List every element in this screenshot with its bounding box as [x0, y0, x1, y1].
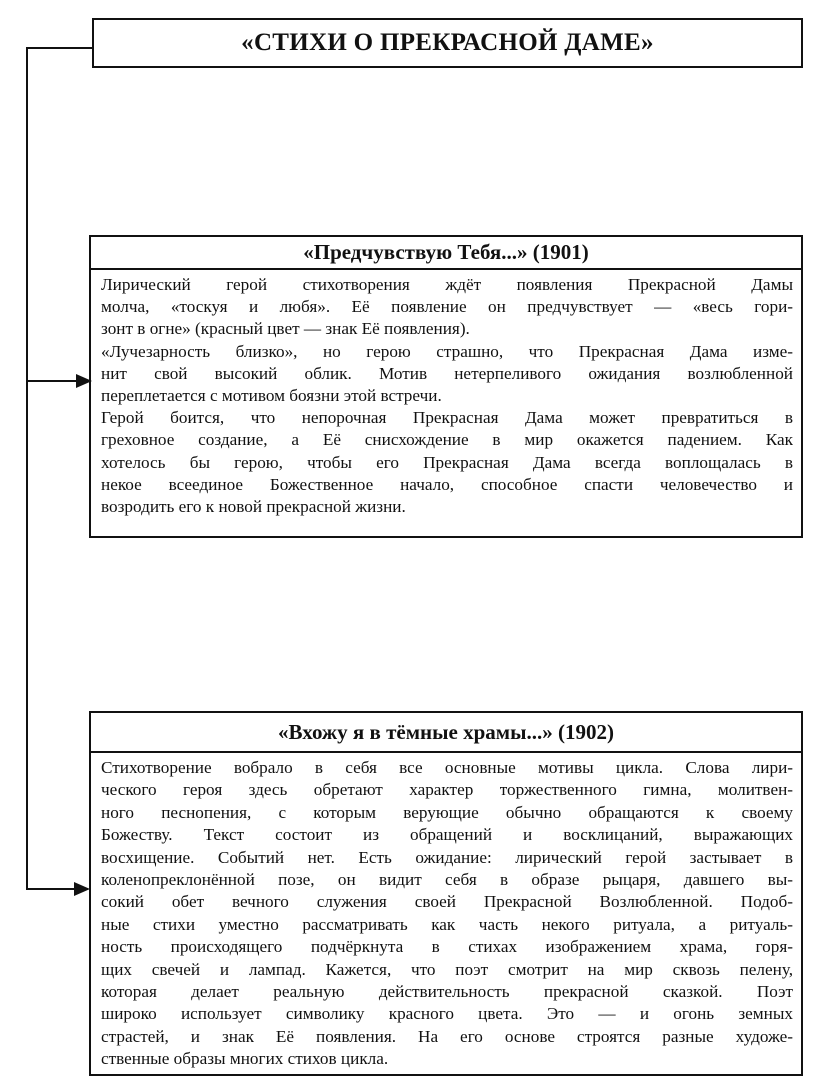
- text-line: хотелось бы герою, чтобы его Прекрасная Дама всегда воплощалась в: [101, 452, 793, 472]
- text-line: которая делает реальную действительность прекрасной сказкой. Поэт: [101, 982, 793, 1002]
- arrow-to-card-2: [26, 888, 88, 890]
- text-line: Лирический герой стихотворения ждёт появления Прекрасной Дамы: [101, 275, 793, 294]
- text-line: переплетается с мотивом боязни этой встречи.: [101, 386, 442, 406]
- text-line: нит свой высокий облик. Мотив нетерпеливого ожидания возлюбленной: [101, 363, 793, 383]
- text-line: греховное создание, а Её снисхождение в мир окажется падением. Как: [101, 430, 793, 450]
- text-line: ность происходящего подчёркнута в стихах изображением храма, горя-: [101, 937, 793, 957]
- text-line: щих свечей и лампад. Кажется, что поэт смотрит на мир сквозь пелену,: [101, 959, 793, 979]
- cycle-title: «СТИХИ О ПРЕКРАСНОЙ ДАМЕ»: [92, 18, 803, 68]
- arrow-to-card-1: [26, 380, 90, 382]
- text-line: страстей, и знак Её появления. На его основе строятся разные художе-: [101, 1026, 793, 1046]
- text-line: «Лучезарность близко», но герою страшно, что Прекрасная Дама изме-: [101, 341, 793, 361]
- text-line: сокий обет вечного служения своей Прекрасной Возлюбленной. Подоб-: [101, 892, 793, 912]
- poem-card-heading: «Вхожу я в тёмные храмы...» (1902): [91, 713, 801, 753]
- text-line: ческого героя здесь обретают характер торжественного гимна, молитвен-: [101, 780, 793, 800]
- text-line: коленопреклонённой позе, он видит себя в образе рыцаря, давшего вы-: [101, 870, 793, 890]
- text-line: широко использует символику красного цвета. Это — и огонь земных: [101, 1004, 793, 1024]
- text-line: некое всеединое Божественное начало, способное спасти человечество и: [101, 474, 793, 494]
- poem-card-heading: «Предчувствую Тебя...» (1901): [91, 237, 801, 270]
- poem-card-1: [89, 235, 803, 538]
- text-line: Стихотворение вобрало в себя все основные мотивы цикла. Слова лири-: [101, 758, 793, 777]
- poem-card-body: [91, 270, 801, 524]
- poem-card-body: [91, 753, 801, 1077]
- text-line: возродить его к новой прекрасной жизни.: [101, 497, 406, 517]
- connector-top-line: [26, 47, 92, 49]
- text-line: Герой боится, что непорочная Прекрасная Дама может превратиться в: [101, 408, 793, 428]
- text-line: ные стихи уместно рассматривать как часть некого ритуала, а ритуаль-: [101, 914, 793, 934]
- text-line: зонт в огне» (красный цвет — знак Её появления).: [101, 319, 470, 339]
- text-line: восхищение. Событий нет. Есть ожидание: лирический герой застывает в: [101, 847, 793, 867]
- poem-card-2: [89, 711, 803, 1076]
- text-line: молча, «тоскуя и любя». Её появление он предчувствует — «весь гори-: [101, 297, 793, 317]
- text-line: ного песнопения, с которым верующие обычно обращаются к своему: [101, 802, 793, 822]
- text-line: Божеству. Текст состоит из обращений и восклицаний, выражающих: [101, 825, 793, 845]
- text-line: ственные образы многих стихов цикла.: [101, 1049, 389, 1069]
- connector-vertical-line: [26, 47, 28, 889]
